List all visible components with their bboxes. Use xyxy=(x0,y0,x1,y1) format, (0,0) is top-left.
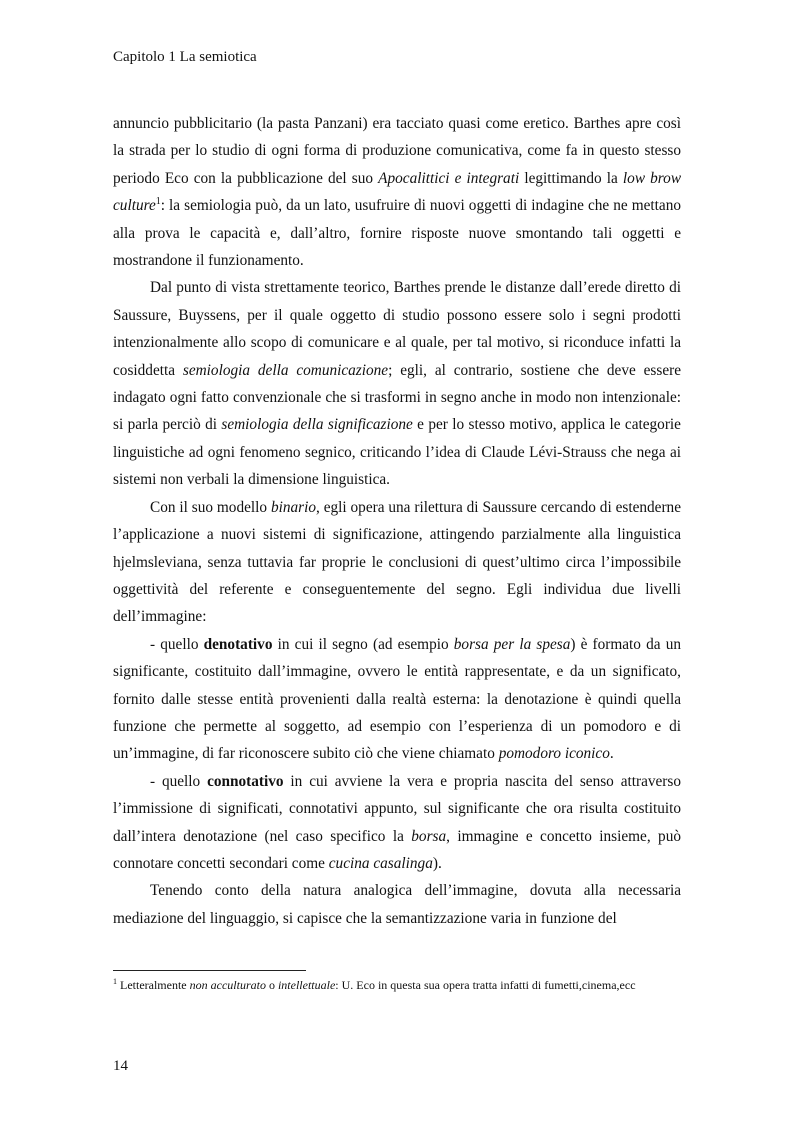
italic-run: Apocalittici e integrati xyxy=(378,169,520,187)
page-number: 14 xyxy=(113,1058,128,1074)
paragraph-2 xyxy=(113,274,681,493)
italic-run: semiologia della comunicazione xyxy=(182,361,389,379)
italic-run: low brow culture xyxy=(113,169,682,215)
footnote xyxy=(113,977,681,994)
text-run: : la semiologia può, da un lato, usufruire di nuovi oggetti di indagine che ne mettano alla prova le capacità e, dall’altro, fornire risposte nuove smontando tali oggetti e mostrandone il funzionamento. xyxy=(113,197,681,270)
text-run: , immagine e concetto insieme, può connotare concetti secondari come xyxy=(113,827,681,872)
text-run: ). xyxy=(432,854,442,872)
text-run: ; egli, al contrario, sostiene che deve essere indagato ogni fatto convenzionale che si trasformi in segno anche in modo non intenzionale: si parla perciò di xyxy=(113,361,681,434)
italic-run: semiologia della significazione xyxy=(221,416,413,434)
text-run: ) è formato da un significante, costituito dall’immagine, ovvero le entità rappresentate, e da un significato, fornito dalle stesse entità provenienti dalla realtà esterna: la denotazione è quindi quella funzione che permette al soggetto, ad esempio con l’esperienza di un pomodoro e di un’immagine, di far riconoscere subito ciò che viene chiamato xyxy=(113,635,681,763)
text-run: Letteralmente xyxy=(117,978,190,992)
bold-run: denotativo xyxy=(203,635,273,653)
italic-run: pomodoro iconico xyxy=(498,745,610,763)
italic-run: borsa xyxy=(411,827,447,845)
italic-run: non acculturato xyxy=(189,978,266,992)
footnote-number: 1 xyxy=(113,977,117,986)
text-run: : U. Eco in questa sua opera tratta infatti di fumetti,cinema,ecc xyxy=(335,978,636,992)
text-run: o xyxy=(265,978,278,992)
text-run: e per lo stesso motivo, applica le categorie linguistiche ad ogni fenomeno segnico, criticando l’idea di Claude Lévi-Strauss che nega ai sistemi non verbali la dimensione linguistica. xyxy=(113,416,681,489)
paragraph-3 xyxy=(113,494,681,631)
text-run: Tenendo conto della natura analogica dell’immagine, dovuta alla necessaria mediazione del linguaggio, si capisce che la semantizzazione varia in funzione del xyxy=(113,882,681,927)
footnote-ref: 1 xyxy=(155,196,161,208)
italic-run: cucina casalinga xyxy=(328,854,433,872)
body-text xyxy=(113,110,681,932)
text-run: , egli opera una rilettura di Saussure cercando di estenderne l’applicazione a nuovi sistemi di significazione, attingendo parzialmente alla linguistica hjelmsleviana, senza tuttavia far proprie le conclusioni di quest’ultimo circa l’impossibile oggettività del referente e conseguentemente del segno. Egli individua due livelli dell’immagine: xyxy=(113,498,681,626)
text-run: . xyxy=(609,745,614,763)
running-header: Capitolo 1 La semiotica xyxy=(113,49,257,65)
text-run: in cui avviene la vera e propria nascita del senso attraverso l’immissione di significati, connotativi appunto, sul significante che ora risulta costituito dall’intera denotazione (nel caso specifico la xyxy=(113,772,681,845)
text-run: - quello xyxy=(150,635,204,653)
paragraph-4 xyxy=(113,631,681,768)
italic-run: binario xyxy=(270,498,316,516)
bold-run: connotativo xyxy=(207,772,284,790)
text-run: legittimando la xyxy=(519,169,623,187)
text-run: Con il suo modello xyxy=(150,498,271,516)
text-run: - quello xyxy=(150,772,208,790)
text-run: Dal punto di vista strettamente teorico, Barthes prende le distanze dall’erede diretto di Saussure, Buyssens, per il quale oggetto di studio possono essere solo i segni prodotti intenzionalmente allo scopo di comunicare e al quale, per tal motivo, si riconduce infatti la cosiddetta xyxy=(113,279,681,379)
paragraph-5 xyxy=(113,768,681,878)
text-run: annuncio pubblicitario (la pasta Panzani) era tacciato quasi come eretico. Barthes apre così la strada per lo studio di ogni forma di produzione comunicativa, come fa in questo stesso periodo Eco con la pubblicazione del suo xyxy=(113,115,681,187)
footnote-divider xyxy=(113,970,306,971)
paragraph-1 xyxy=(113,110,681,274)
paragraph-6 xyxy=(113,877,681,932)
italic-run: borsa per la spesa xyxy=(453,635,571,653)
text-run: in cui il segno (ad esempio xyxy=(272,635,454,653)
italic-run: intellettuale xyxy=(277,978,336,992)
